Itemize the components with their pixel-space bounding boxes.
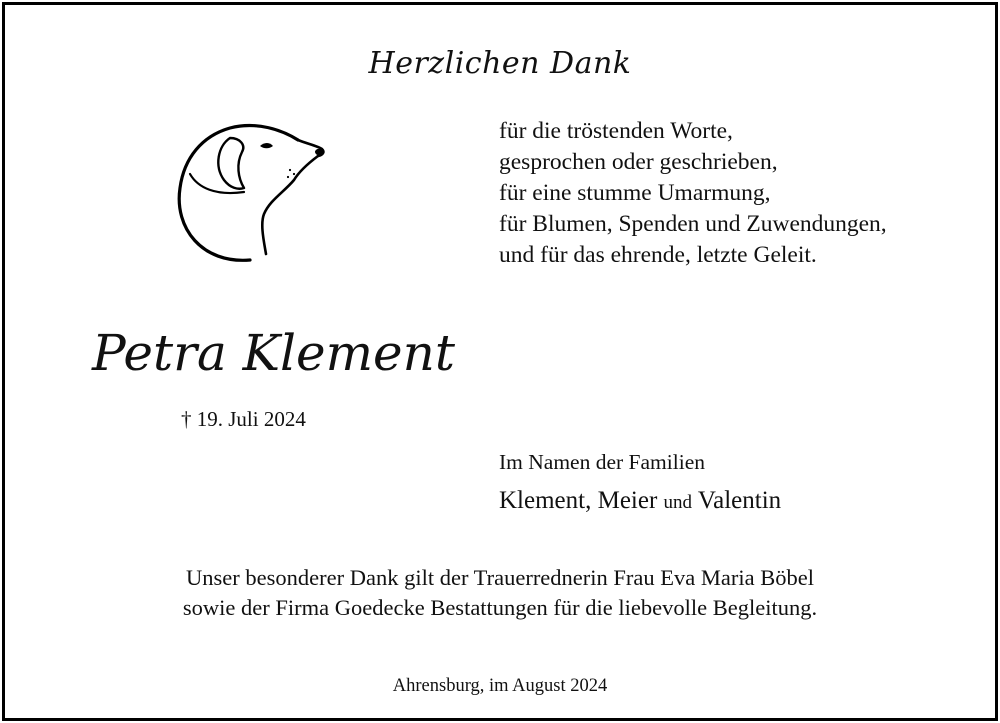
- family-names: [499, 487, 781, 515]
- poem-line: für die tröstenden Worte,: [499, 118, 733, 144]
- poem: [499, 116, 887, 271]
- thanks-line: sowie der Firma Goedecke Bestattungen für die liebevolle Begleitung.: [182, 595, 818, 620]
- place-date: Ahrensburg, im August 2024: [392, 676, 608, 696]
- family-names-part1: Klement, Meier: [499, 487, 658, 514]
- poem-line: und für das ehrende, letzte Geleit.: [499, 242, 817, 268]
- thanks-line: Unser besonderer Dank gilt der Trauerrednerin Frau Eva Maria Böbel: [186, 565, 814, 590]
- family-names-part2: Valentin: [697, 487, 782, 514]
- poem-line: gesprochen oder geschrieben,: [499, 149, 778, 175]
- special-thanks: [0, 563, 1000, 623]
- poem-line: für eine stumme Umarmung,: [499, 180, 771, 206]
- family-connector: und: [663, 492, 693, 513]
- family-intro: Im Namen der Familien: [499, 450, 705, 474]
- poem-line: für Blumen, Spenden und Zuwendungen,: [499, 211, 887, 237]
- dog-head-icon: [172, 118, 332, 268]
- death-date: † 19. Juli 2024: [181, 407, 306, 431]
- heading: Herzlichen Dank: [368, 46, 632, 81]
- deceased-name: Petra Klement: [92, 324, 455, 382]
